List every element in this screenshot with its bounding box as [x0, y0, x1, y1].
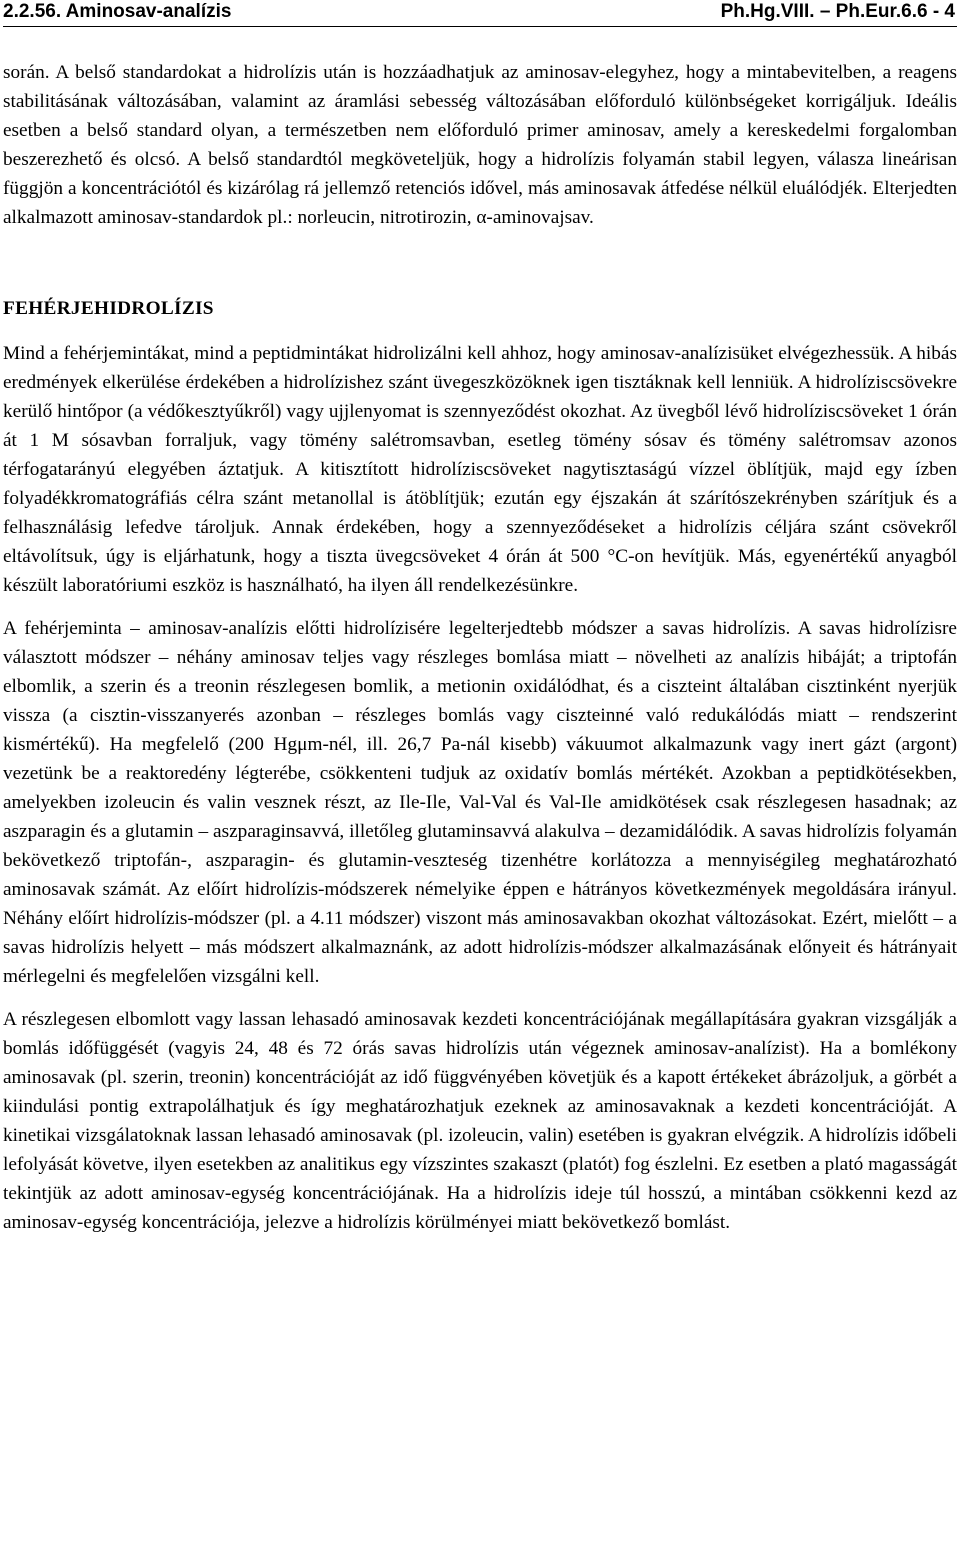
paragraph-internal-standards: során. A belső standardokat a hidrolízis után is hozzáadhatjuk az aminosav-elegyhez, hogy a mintabevitelben, a reagens stabilitásának változásában, valamint az áramlási sebesség változásában előforduló különbségeket korrigáljuk. Ideális esetben a belső standard olyan, a természetben nem előforduló primer aminosav, amely a kereskedelmi forgalomban beszerezhető és olcsó. A belső standardtól megköveteljük, hogy a hidrolízis folyamán stabil legyen, válasza lineárisan függjön a koncentrációtól és kizárólag rá jellemző retenciós idővel, más aminosavak átfedése nélkül eluálódjék. Elterjedten alkalmazott aminosav-standardok pl.: norleucin, nitrotirozin, α-aminovajsav. — [3, 62, 957, 228]
section-title: FEHÉRJEHIDROLÍZIS — [3, 298, 214, 319]
paragraph-time-course: A részlegesen elbomlott vagy lassan lehasadó aminosavak kezdeti koncentrációjának megállapítására gyakran vizsgálják a bomlás időfüggését (vagyis 24, 48 és 72 órás savas hidrolízis után végeznek aminosav-analízist). Ha a bomlékony aminosavak (pl. szerin, treonin) koncentrációját az idő függvényében követjük és a kapott értékeket ábrázoljuk, a görbét a kiindulási pontig extrapolálhatjuk és így meghatározhatjuk ezeknek az aminosavaknak a kezdeti koncentrációját. A kinetikai vizsgálatoknak lassan lehasadó aminosavak (pl. izoleucin, valin) esetében is gyakran elvégzik. A hidrolízis időbeli lefolyását követve, ilyen esetekben az analitikus egy vízszintes szakaszt (platót) fog észlelni. Ez esetben a plató magasságát tekintjük az adott aminosav-egység koncentrációjának. Ha a hidrolízis ideje túl hosszú, a mintában csökkenni kezd az aminosav-egység koncentrációja, jelezve a hidrolízis körülményei miatt bekövetkező bomlást. — [3, 1009, 957, 1233]
paragraph-acid-hydrolysis: A fehérjeminta – aminosav-analízis előtti hidrolízisére legelterjedtebb módszer a savas hidrolízis. A savas hidrolízisre választott módszer – néhány aminosav teljes vagy részleges bomlása miatt – növelheti az analízis hibáját; a triptofán elbomlik, a szerin és a treonin részlegesen bomlik, a metionin oxidálódhat, és a ciszteint általában cisztinként nyerjük vissza (a cisztin-visszanyerés azonban – részleges bomlás vagy ciszteinné való redukálódás miatt – rendszerint kismértékű). Ha megfelelő (200 Hgμm-nél, ill. 26,7 Pa-nál kisebb) vákuumot alkalmazunk vagy inert gázt (argont) vezetünk be a reaktoredény légterébe, csökkenteni tudjuk az oxidatív bomlás mértékét. Azokban a peptidkötésekben, amelyekben izoleucin és valin vesznek részt, az Ile-Ile, Val-Val és Val-Ile amidkötések csak részlegesen hasadnak; az aszparagin és a glutamin – aszparaginsavvá, illetőleg glutaminsavvá alakulva – dezamidálódik. A savas hidrolízis folyamán bekövetkező triptofán-, aszparagin- és glutamin-veszteség tizenhétre korlátozza a mennyiségileg meghatározható aminosavak számát. Az előírt hidrolízis-módszerek némelyike éppen e hátrányos következmények megoldására irányul. Néhány előírt hidrolízis-módszer (pl. a 4.11 módszer) viszont más aminosavakban okozhat változásokat. Ezért, mielőtt – a savas hidrolízis helyett – más módszert alkalmaznánk, az adott hidrolízis-módszer alkalmazásának előnyeit és hátrányait mérlegelni és megfelelően vizsgálni kell. — [3, 618, 957, 987]
header-reference: Ph.Hg.VIII. – Ph.Eur.6.6 - 4 — [720, 1, 955, 22]
paragraph-glassware-cleaning: Mind a fehérjemintákat, mind a peptidmintákat hidrolizálni kell ahhoz, hogy aminosav-analízisüket elvégezhessük. A hibás eredmények elkerülése érdekében a hidrolízishez szánt üvegeszközöknek igen tisztáknak kell lenniük. A hidrolíziscsövekre kerülő hintőpor (a védőkesztyűkről) vagy ujjlenyomat is szennyeződést okozhat. Az üvegből lévő hidrolíziscsöveket 1 órán át 1 M sósavban forraljuk, vagy tömény salétromsavban, esetleg tömény sósav és tömény salétromsav azonos térfogatarányú elegyében áztatjuk. A kitisztított hidrolíziscsöveket nagytisztaságú vízzel öblítjük, majd egy ízben folyadékkromatográfiás célra szánt metanollal is átöblítjük; ezután egy éjszakán át szárítószekrényben szárítjuk és a felhasználásig lefedve tároljuk. Annak érdekében, hogy a szennyeződéseket a hidrolízis céljára szánt csövekről eltávolítsuk, úgy is eljárhatunk, hogy a tiszta üvegcsöveket 4 órán át 500 °C-on hevítjük. Más, egyenértékű anyagból készült laboratóriumi eszköz is használható, ha ilyen áll rendelkezésünkre. — [3, 343, 957, 596]
page-header — [3, 0, 957, 27]
document-page — [3, 0, 957, 1237]
header-title: 2.2.56. Aminosav-analízis — [3, 1, 232, 22]
